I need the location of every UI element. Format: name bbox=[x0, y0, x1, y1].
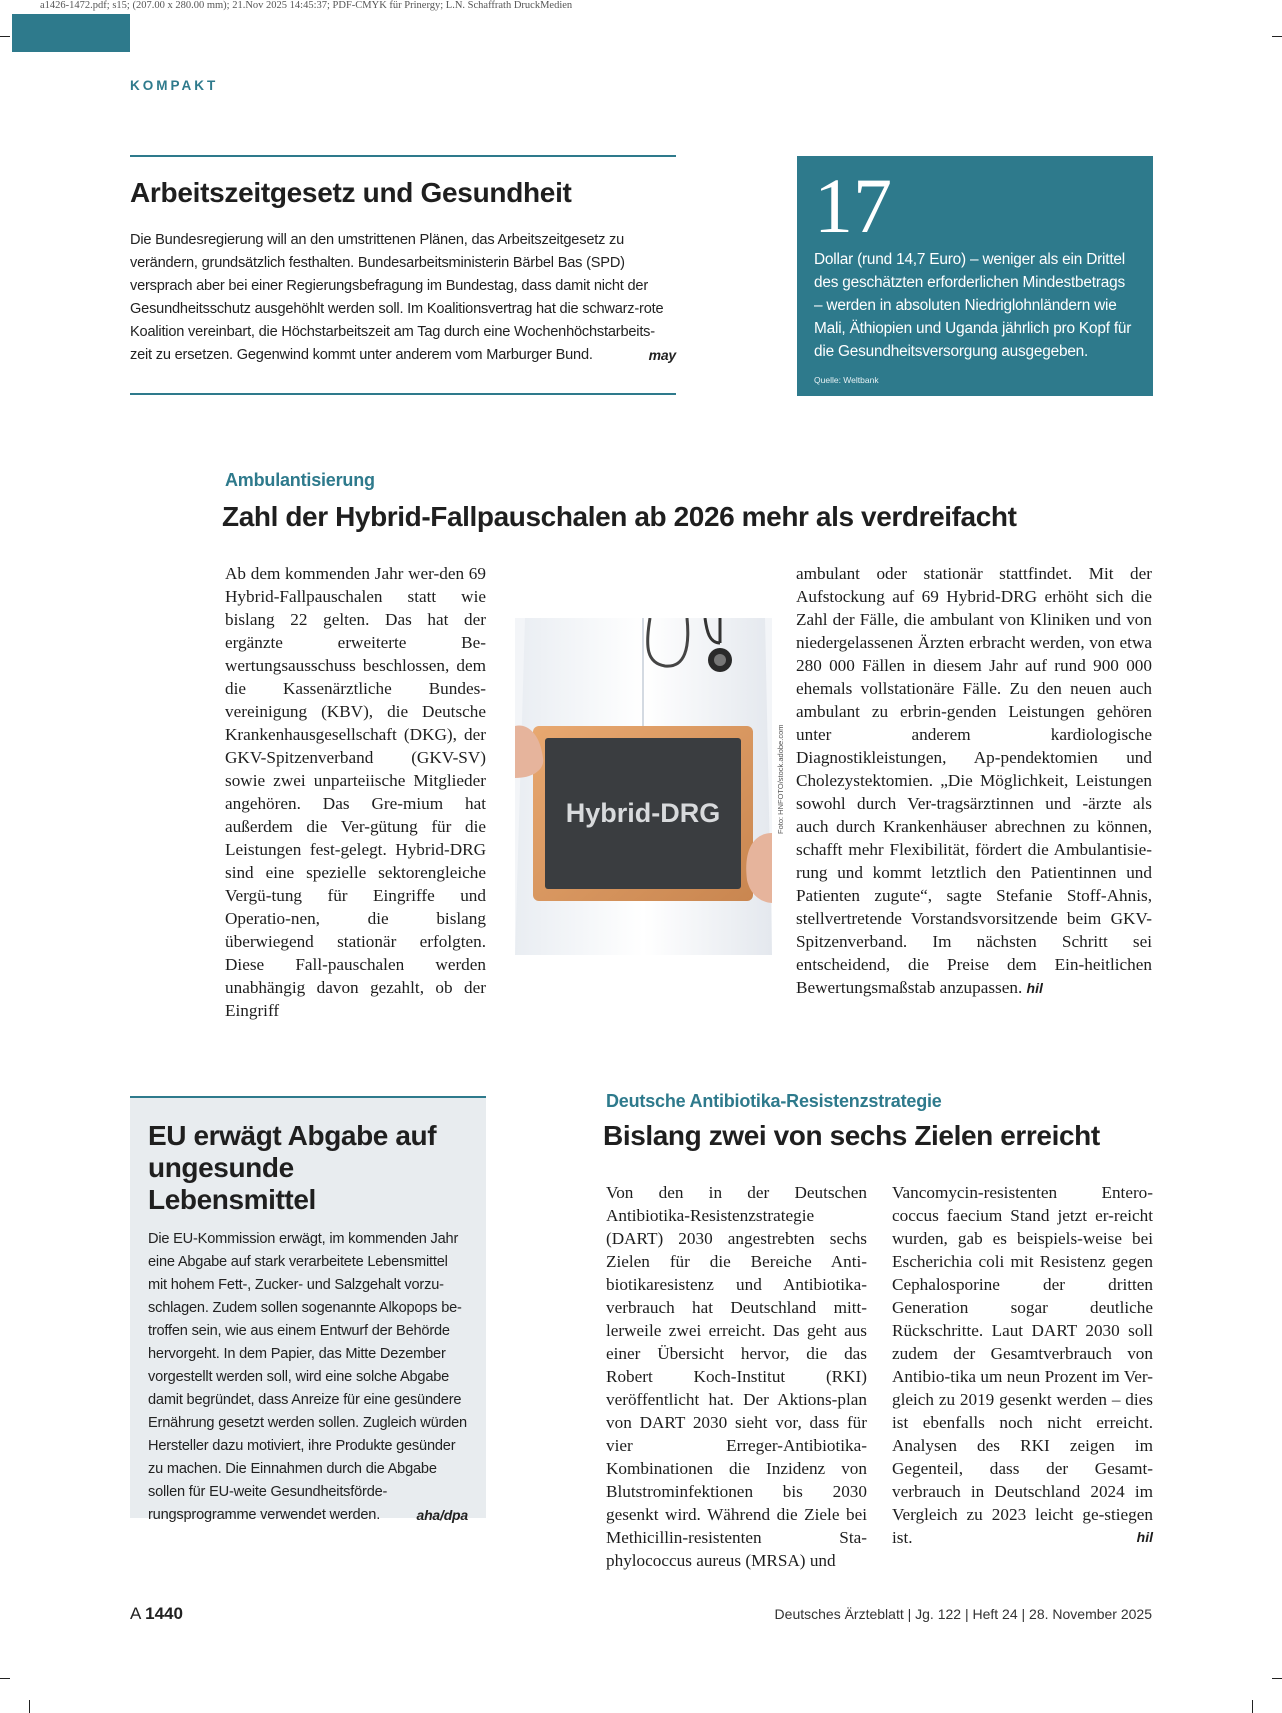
article-text: Die EU-Kommission erwägt, im kommenden Jahr eine Abgabe auf stark verarbeitete Lebensmittel mit hohem Fett-, Zucker- und Salzgehalt vorzu-schlagen. Zudem sollen sogenannte Alkopops be-troffen sein, wie aus einem Entwurf der Behörde hervorgeht. In dem Papier, das Mitte Dezember vorgestellt werden soll, wird eine solche Abgabe damit begründet, dass Anreize für eine gesündere Ernährung gesetzt werden sollen. Zugleich würden Hersteller dazu motiviert, ihre Produkte gesünder zu machen. Die Einnahmen durch die Abgabe sollen für EU-weite Gesundheitsförde-rungsprogramme verwendet werden. bbox=[148, 1231, 467, 1523]
page-prefix: A bbox=[130, 1604, 141, 1623]
doctor-chalkboard-illustration bbox=[515, 618, 772, 955]
crop-mark bbox=[1252, 1700, 1253, 1713]
crop-mark bbox=[1272, 36, 1282, 37]
article-text: Die Bundesregierung will an den umstrittenen Plänen, das Arbeitszeitgesetz zu verändern, grundsätzlich festhalten. Bundesarbeitsministerin Bärbel Bas (SPD) versprach aber bei einer Regierungsbefragung im Bundestag, dass damit nicht der Gesundheitsschutz ausgehöhlt werden soll. Im Koalitionsvertrag hat die schwarz-rote Koalition vereinbart, die Höchstarbeitszeit am Tag durch eine Wochenhöchstarbeits-zeit zu ersetzen. Gegenwind kommt unter anderem vom Marburger Bund. bbox=[130, 232, 664, 363]
article-text: Vancomycin-resistenten Entero-coccus faecium Stand jetzt er-reicht wurden, gab es beispiels-weise bei Escherichia coli mit Resistenz gegen Cephalosporine der dritten Generation sogar deutliche Rückschritte. Laut DART 2030 soll zudem der Gesamtverbrauch von Antibio-tika um neun Prozent im Ver-gleich zu 2019 gesenkt werden – dies ist ebenfalls noch nicht erreicht. Analysen des RKI zeigen im Gegenteil, dass der Gesamt-verbrauch in Deutschland 2024 im Vergleich zu 2023 leicht ge-stiegen ist. bbox=[892, 1183, 1153, 1547]
article-eu-abgabe-box bbox=[130, 1096, 486, 1523]
article-column: Von den in der Deutschen Antibiotika-Resistenzstrategie (DART) 2030 angestrebten sechs Zielen für die Bereiche Anti-biotikaresistenz und Antibiotika-verbrauch hat Deutschland mitt-lerweile zwei erreicht. Das geht aus einer Übersicht hervor, die das Robert Koch-Institut (RKI) veröffentlicht hat. Der Aktions-plan von DART 2030 sieht vor, dass für vier Erreger-Antibiotika-Kombinationen die Inzidenz von Blutstrominfektionen bis 2030 gesenkt wird. Während die Ziele bei Methicillin-resistenten Sta-phylococcus aureus (MRSA) und bbox=[606, 1183, 867, 1570]
section-label: KOMPAKT bbox=[130, 78, 219, 93]
article-title: Bislang zwei von sechs Zielen erreicht bbox=[603, 1120, 1100, 1151]
photo-credit: Foto: HNFOTO/stock.adobe.com bbox=[776, 724, 785, 834]
print-slug: a1426-1472.pdf; s15; (207.00 x 280.00 mm); 21.Nov 2025 14:45:37; PDF-CMYK für Prinergy; L.N. Schaffrath DruckMedien bbox=[40, 0, 573, 11]
photo-board-text: Hybrid-DRG bbox=[565, 798, 721, 828]
crop-mark bbox=[29, 1700, 30, 1713]
article-column bbox=[892, 1181, 1153, 1549]
crop-mark bbox=[1272, 1678, 1282, 1679]
author-signature: hil bbox=[1136, 1529, 1153, 1545]
article-kicker: Ambulantisierung bbox=[225, 470, 375, 490]
page-folio bbox=[130, 1604, 183, 1624]
article-title: EU erwägt Abgabe auf ungesunde Lebensmittel bbox=[148, 1120, 437, 1215]
journal-info: Deutsches Ärzteblatt | Jg. 122 | Heft 24 | 28. November 2025 bbox=[774, 1606, 1152, 1622]
article-arbeitszeitgesetz bbox=[130, 155, 676, 395]
fact-text: Dollar (rund 14,7 Euro) – weniger als ein Drittel des geschätzten erforderlichen Mindestbetrags – werden in absoluten Niedriglohnländern wie Mali, Äthiopien und Uganda jährlich pro Kopf für die Gesundheitsversorgung ausgegeben. bbox=[814, 251, 1132, 360]
article-column: Ab dem kommenden Jahr wer-den 69 Hybrid-Fallpauschalen statt wie bislang 22 gelten. Das hat der ergänzte erweiterte Be-wertungsausschuss beschlossen, dem die Kassenärztliche Bundes-vereinigung (KBV), die Deutsche Krankenhausgesellschaft (DKG), der GKV-Spitzenverband (GKV-SV) sowie zwei unparteiische Mitglieder angehören. Das Gre-mium hat außerdem die Ver-gütung für die Leistungen fest-gelegt. Hybrid-DRG sind eine spezielle sektorengleiche Vergü-tung für Eingriffe und Operatio-nen, die bislang überwiegend stationär erfolgten. Diese Fall-pauschalen werden unabhängig davon gezahlt, ob der Eingriff bbox=[225, 564, 486, 1020]
author-signature: hil bbox=[1026, 980, 1043, 996]
article-body bbox=[130, 229, 676, 367]
author-signature: aha/dpa bbox=[416, 1507, 468, 1523]
article-title: Arbeitszeitgesetz und Gesundheit bbox=[130, 177, 572, 208]
article-column bbox=[796, 562, 1152, 1000]
article-title: Zahl der Hybrid-Fallpauschalen ab 2026 mehr als verdreifacht bbox=[222, 501, 1017, 532]
article-kicker: Deutsche Antibiotika-Resistenzstrategie bbox=[606, 1091, 942, 1111]
page-number: 1440 bbox=[145, 1604, 183, 1623]
crop-mark bbox=[0, 36, 10, 37]
article-body bbox=[148, 1228, 468, 1527]
author-signature: may bbox=[648, 347, 676, 363]
crop-mark bbox=[0, 1678, 10, 1679]
article-text: ambulant oder stationär stattfindet. Mit der Aufstockung auf 69 Hybrid-DRG erhöht sich die Zahl der Fälle, die ambulant von Kliniken und von niedergelassenen Ärzten erbracht werden, von etwa 280 000 Fällen in diesem Jahr auf rund 900 000 ehemals vollstationäre Fälle. Zu den neuen auch ambulant zu erbrin-genden Leistungen gehören unter anderem kardiologische Diagnostikleistungen, Ap-pendektomien und Cholezystektomien. „Die Möglichkeit, Leistungen sowohl durch Ver-tragsärztinnen und -ärzte als auch durch Krankenhäuser abrechnen zu können, schafft mehr Flexibilität, fördert die Ambulantisie-rung und kommt letztlich den Patientinnen und Patienten zugute“, sagte Stefanie Stoff-Ahnis, stellvertretende Vorstandsvorsitzende beim GKV-Spitzenverband. Im nächsten Schritt sei entscheidend, die Preise dem Ein-heitlichen Bewertungsmaßstab anzupassen. bbox=[796, 564, 1152, 997]
fact-number: 17 bbox=[814, 162, 892, 249]
corner-color-bar bbox=[12, 14, 130, 52]
fact-source: Quelle: Weltbank bbox=[814, 375, 879, 385]
hybrid-drg-photo bbox=[515, 618, 772, 955]
fact-box bbox=[797, 156, 1153, 396]
